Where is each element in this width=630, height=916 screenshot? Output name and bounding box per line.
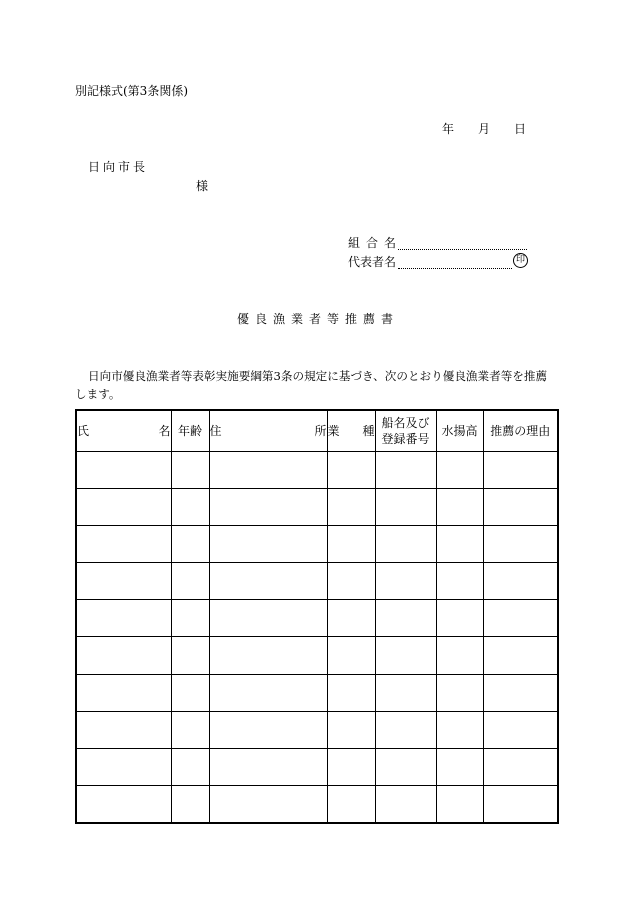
cell-catch <box>436 563 483 600</box>
cell-vessel <box>375 525 436 562</box>
cell-vessel <box>375 563 436 600</box>
cell-reason <box>483 674 558 711</box>
cell-industry <box>327 674 375 711</box>
cell-vessel <box>375 749 436 786</box>
cell-vessel <box>375 786 436 823</box>
cell-reason <box>483 488 558 525</box>
cell-reason <box>483 563 558 600</box>
table-row <box>76 600 558 637</box>
header-vessel-line-1: 船名及び <box>381 415 430 430</box>
cell-vessel <box>375 674 436 711</box>
cell-reason <box>483 749 558 786</box>
cell-reason <box>483 637 558 674</box>
cell-catch <box>436 637 483 674</box>
cell-name <box>76 786 171 823</box>
cell-catch <box>436 451 483 488</box>
cell-address <box>209 488 327 525</box>
header-name: 氏名 <box>76 410 171 451</box>
cell-address <box>209 600 327 637</box>
table-row <box>76 674 558 711</box>
cell-age <box>171 525 209 562</box>
cell-address <box>209 749 327 786</box>
union-name-blank-line <box>398 249 527 250</box>
cell-name <box>76 711 171 748</box>
cell-industry <box>327 786 375 823</box>
body-paragraph: 日向市優良漁業者等表彰実施要綱第3条の規定に基づき、次のとおり優良漁業者等を推薦します。 <box>75 369 548 401</box>
cell-industry <box>327 488 375 525</box>
cell-reason <box>483 600 558 637</box>
cell-reason <box>483 711 558 748</box>
cell-name <box>76 451 171 488</box>
table-row <box>76 525 558 562</box>
cell-address <box>209 674 327 711</box>
recommendation-table <box>75 409 559 824</box>
cell-vessel <box>375 600 436 637</box>
cell-address <box>209 451 327 488</box>
header-reason: 推薦の理由 <box>483 410 558 451</box>
cell-age <box>171 637 209 674</box>
cell-age <box>171 488 209 525</box>
cell-age <box>171 749 209 786</box>
date-year-label: 年 <box>442 122 455 136</box>
cell-industry <box>327 637 375 674</box>
cell-industry <box>327 600 375 637</box>
table-row <box>76 488 558 525</box>
cell-industry <box>327 749 375 786</box>
addressee-honorific: 様 <box>196 179 209 193</box>
table-row <box>76 451 558 488</box>
header-vessel-line-2: 登録番号 <box>381 431 430 446</box>
cell-vessel <box>375 711 436 748</box>
table-row <box>76 749 558 786</box>
cell-industry <box>327 711 375 748</box>
header-industry: 業種 <box>327 410 375 451</box>
form-reference: 別記様式(第3条関係) <box>75 84 188 98</box>
cell-catch <box>436 525 483 562</box>
cell-age <box>171 563 209 600</box>
cell-address <box>209 563 327 600</box>
cell-reason <box>483 786 558 823</box>
cell-name <box>76 674 171 711</box>
cell-vessel <box>375 488 436 525</box>
table-row <box>76 637 558 674</box>
cell-catch <box>436 674 483 711</box>
table-row <box>76 786 558 823</box>
cell-industry <box>327 525 375 562</box>
cell-catch <box>436 749 483 786</box>
header-address: 住所 <box>209 410 327 451</box>
cell-vessel <box>375 451 436 488</box>
header-age: 年齢 <box>171 410 209 451</box>
cell-address <box>209 525 327 562</box>
cell-age <box>171 600 209 637</box>
table-row <box>76 563 558 600</box>
cell-address <box>209 786 327 823</box>
cell-reason <box>483 451 558 488</box>
cell-name <box>76 563 171 600</box>
union-name-label: 組合名 <box>348 236 396 250</box>
addressee-title: 日向市長 <box>88 160 149 174</box>
cell-catch <box>436 600 483 637</box>
cell-age <box>171 451 209 488</box>
cell-name <box>76 637 171 674</box>
cell-name <box>76 749 171 786</box>
cell-age <box>171 711 209 748</box>
date-month-label: 月 <box>478 122 491 136</box>
representative-label: 代表者名 <box>348 255 397 269</box>
cell-address <box>209 711 327 748</box>
cell-industry <box>327 563 375 600</box>
cell-age <box>171 674 209 711</box>
cell-reason <box>483 525 558 562</box>
document-title: 優良漁業者等推薦書 <box>237 312 400 326</box>
representative-blank-line <box>398 268 512 269</box>
cell-vessel <box>375 637 436 674</box>
date-day-label: 日 <box>514 122 527 136</box>
cell-age <box>171 786 209 823</box>
cell-industry <box>327 451 375 488</box>
header-catch: 水揚高 <box>436 410 483 451</box>
header-vessel <box>375 410 436 451</box>
cell-catch <box>436 488 483 525</box>
cell-name <box>76 488 171 525</box>
cell-catch <box>436 711 483 748</box>
cell-catch <box>436 786 483 823</box>
table-row <box>76 711 558 748</box>
cell-address <box>209 637 327 674</box>
table-header-row <box>76 410 558 451</box>
cell-name <box>76 525 171 562</box>
seal-mark-icon: 印 <box>513 253 528 268</box>
cell-name <box>76 600 171 637</box>
